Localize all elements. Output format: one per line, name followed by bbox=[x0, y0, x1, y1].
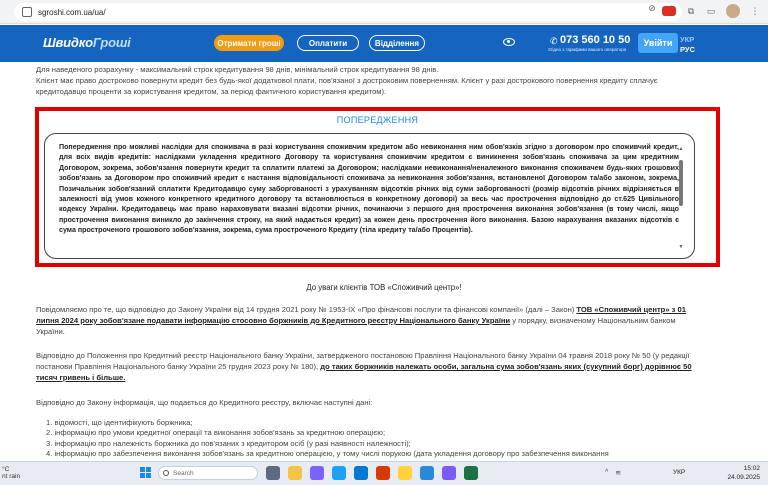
intro-line-2: Клієнт має право достроково повернути кредит без будь-якої додаткової плати, пов'язаної з достроковим поверненням. Клієнт у разі дострокового повернення кредиту сплачує кредитодавцю проценти за користування кредитом, за період фактичного користування кредитом). bbox=[36, 76, 658, 96]
logo-bold: Швидко bbox=[43, 35, 93, 50]
get-money-button[interactable]: Отримати гроші bbox=[214, 35, 284, 51]
site-header bbox=[0, 25, 768, 62]
phone-number[interactable]: 073 560 10 50 bbox=[560, 34, 631, 46]
pay-button[interactable]: Оплатити bbox=[297, 35, 359, 51]
phone-note: Згідно з тарифами вашого оператора bbox=[548, 47, 627, 52]
phone-icon: ✆ bbox=[550, 36, 558, 46]
taskbar bbox=[0, 461, 768, 485]
notice-p1-b: ТОВ «Споживчий центр» bbox=[576, 305, 670, 314]
viber-icon[interactable] bbox=[442, 466, 456, 480]
edge-icon[interactable] bbox=[332, 466, 346, 480]
notice-p2-b: до таких боржників належать особи, загальна сума зобов'язань яких (сукупний борг) дорівнює 50 тисяч гривень і більше. bbox=[36, 362, 692, 382]
branches-button[interactable]: Відділення bbox=[369, 35, 425, 51]
office-icon[interactable] bbox=[376, 466, 390, 480]
lang-ukr[interactable]: УКР bbox=[680, 35, 695, 44]
copilot-icon[interactable] bbox=[310, 466, 324, 480]
excel-icon[interactable] bbox=[464, 466, 478, 480]
clock[interactable] bbox=[727, 464, 760, 482]
tray-icons bbox=[605, 469, 621, 477]
notice-list bbox=[46, 418, 706, 460]
browser-toolbar bbox=[0, 0, 768, 24]
eye-off-icon[interactable]: ⊘ bbox=[648, 3, 656, 13]
task-view-icon[interactable] bbox=[266, 466, 280, 480]
accessibility-eye-icon[interactable] bbox=[503, 38, 515, 46]
taskbar-apps bbox=[266, 466, 478, 480]
warning-text: Попередження про можливі наслідки для споживача в разі користування споживчим кредитом або невиконання ним обов'язків згідно з договором про споживчий кредит, для всіх видів кредитів: наслідками укладення кредитного Договору та користування споживчим кредитом є виникнення зобов'язань споживача за цим кредитним Договором, зокрема, зобов'язання повернути кредит та сплатити платежі за Договором; наслідками невиконання/неналежного виконання споживачем будь-яких грошових зобов'язань за Договором про споживчий кредит є настання відповідальності споживача за невиконання зобов'язання, встановленої Договором та/або законом, зокрема, Позичальник зобов'язаний сплатити Кредитодавцю суму заборгованості з урахуванням відсотків річних від суми заборгованості (розмір відсотків річних відрізняється в залежності від умов кожного конкретного кредитного договору та встановлюється в конкретному договорі) за весь час прострочення відповідно до ст.625 Цивільного кодексу України. Кредитодавець має право нараховувати вказані відсотки річних, починаючи з першого дня прострочення виконання зобов'язання (в тому числі, якщо прострочення виконання виникло до закінчення строку, на який надається кредит) за кожен день прострочення його виконання. Базою нарахування вказаних відсотків є сума простроченого грошового зобов'язання, зокрема, сума простроченого Кредиту (тіла кредиту та/або Процентів). bbox=[59, 143, 679, 235]
warning-box bbox=[35, 107, 720, 267]
chrome-icon[interactable] bbox=[398, 466, 412, 480]
notice-p1-c: з 01 липня 2024 року зобов'язане подавати інформацію стосовно боржників до Кредитного реєстру Національного банку України bbox=[36, 305, 686, 325]
panel-icon[interactable]: ▭ bbox=[706, 6, 716, 16]
site-info-icon[interactable] bbox=[22, 7, 32, 17]
lang-rus[interactable]: РУС bbox=[680, 45, 695, 54]
list-item: 1. відомості, що ідентифікують боржника; bbox=[46, 418, 193, 427]
scroll-down-icon[interactable]: ▼ bbox=[678, 244, 684, 250]
intro-line-1: Для наведеного розрахунку - максимальний строк кредитування 98 днів, мінімальний строк кредитування 98 днів. bbox=[36, 65, 439, 74]
taskbar-search[interactable] bbox=[158, 466, 258, 480]
address-bar[interactable] bbox=[14, 3, 682, 21]
warning-scroll-area[interactable] bbox=[44, 133, 695, 259]
store-icon[interactable] bbox=[354, 466, 368, 480]
notice-p1-a: Повідомляємо про те, що відповідно до Закону України від 14 грудня 2021 року № 1953-IX «Про фінансові послуги та фінансові компанії» (далі – Закон) bbox=[36, 305, 577, 314]
scroll-thumb[interactable] bbox=[679, 160, 683, 206]
chevron-up-icon[interactable]: ^ bbox=[605, 469, 609, 476]
scroll-up-icon[interactable]: ▲ bbox=[678, 146, 684, 152]
notice-p1-d: у порядку, визначеному Національним банком України. bbox=[36, 316, 676, 336]
menu-dots-icon[interactable]: ⋮ bbox=[750, 6, 760, 16]
search-icon bbox=[163, 470, 169, 476]
outlook-icon[interactable] bbox=[420, 466, 434, 480]
warning-scrollbar[interactable] bbox=[678, 146, 684, 250]
windows-start-icon[interactable] bbox=[140, 467, 152, 479]
list-item: 2. інформацію про умови кредитної операції та виконання зобов'язань за кредитною операцією; bbox=[46, 428, 386, 438]
notice-paragraph-3: Відповідно до Закону інформація, що подається до Кредитного реєстру, включає наступні дані: bbox=[36, 398, 373, 407]
notice-paragraph-1 bbox=[36, 304, 696, 337]
login-button[interactable]: Увійти bbox=[638, 33, 678, 53]
weather-temp: °C bbox=[2, 466, 10, 473]
notice-p2-a: Відповідно до Положення про Кредитний реєстр Національного банку України, затвердженого постановою Правління Національного банку України 04 травня 2018 року № 50 (у редакції постанови Правління Національного банку України 25 грудня 2023 року № 180), bbox=[36, 351, 690, 371]
wifi-icon[interactable]: ≋ bbox=[615, 470, 622, 477]
weather-text: nt rain bbox=[2, 473, 21, 480]
url-text: sgroshi.com.ua/ua/ bbox=[38, 7, 106, 17]
warning-title: ПОПЕРЕДЖЕННЯ bbox=[336, 115, 419, 125]
extension-icon[interactable] bbox=[662, 6, 676, 16]
logo-light: Гроші bbox=[92, 35, 131, 50]
notice-title: До уваги клієнтів ТОВ «Споживчий центр»! bbox=[306, 283, 462, 292]
input-language[interactable]: УКР bbox=[673, 469, 686, 476]
extensions-puzzle-icon[interactable]: ⧉ bbox=[687, 6, 695, 16]
clock-date: 24.09.2025 bbox=[727, 474, 760, 481]
list-item: 3. інформацію про належність боржника до пов'язаних з кредитором осіб (у разі наявності належності); bbox=[46, 438, 411, 448]
clock-time: 15:02 bbox=[743, 465, 760, 472]
search-placeholder: Search bbox=[173, 470, 194, 477]
notice-paragraph-2 bbox=[36, 350, 696, 383]
weather-widget[interactable] bbox=[2, 466, 20, 480]
site-logo[interactable] bbox=[43, 35, 131, 50]
profile-avatar[interactable] bbox=[726, 4, 740, 18]
file-explorer-icon[interactable] bbox=[288, 466, 302, 480]
list-item: 4. інформацію про забезпечення виконання зобов'язань за кредитною операцією, у тому числі порукою (дата укладення договору про забезпечення виконання bbox=[46, 449, 609, 459]
